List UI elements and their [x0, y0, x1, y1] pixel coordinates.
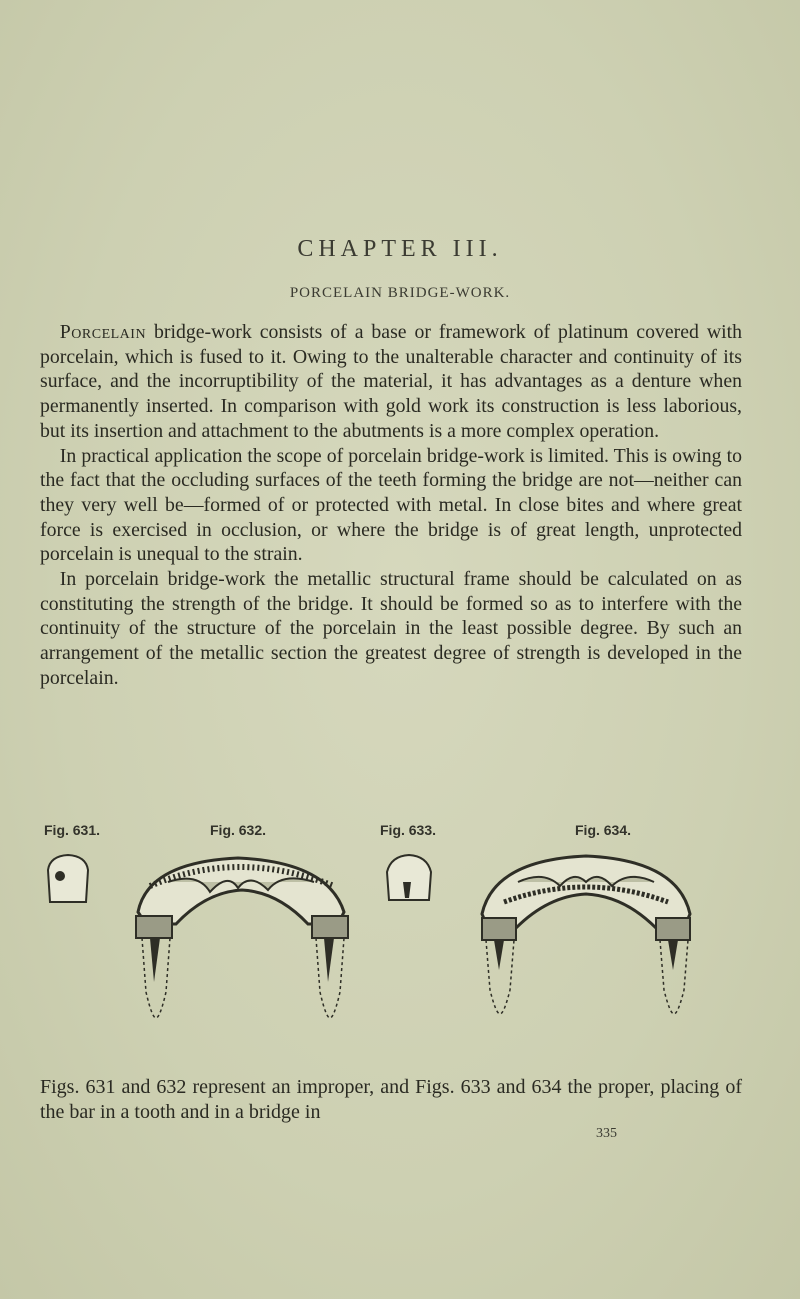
fig-631-label: Fig. 631. — [44, 822, 101, 838]
paragraph-2 — [40, 444, 742, 568]
section-title: PORCELAIN BRIDGE-WORK. — [289, 285, 511, 301]
paragraph-1 — [40, 320, 742, 444]
fig-632-label: Fig. 632. — [210, 822, 267, 838]
fig-633-label: Fig. 633. — [380, 822, 437, 838]
body-text — [40, 320, 742, 691]
fig-632-bridge-illustration — [128, 852, 356, 1020]
chapter-heading: CHAPTER III. — [297, 236, 503, 262]
paragraph-3-text: In porcelain bridge-work the metallic structural frame should be calculated on as constituting the strength of the bridge. It should be formed so as to interfere with the continuity of the structure of the porcelain in the least possible degree. By such an arrangement of the metallic section the greatest degree of strength is developed in the porcelain. — [40, 568, 742, 689]
fig-631-tooth-illustration — [44, 852, 92, 908]
paragraph-3 — [40, 567, 742, 691]
figure-caption: Figs. 631 and 632 represent an improper, and Figs. 633 and 634 the proper, placing of the bar in a tooth and in a bridge in — [40, 1076, 742, 1123]
fig-633-tooth-illustration — [383, 852, 435, 906]
fig-634-label: Fig. 634. — [575, 822, 632, 838]
paragraph-1-text: bridge-work consists of a base or framework of platinum covered with porcelain, which is fused to it. Owing to the unalterable character and continuity of its surface, and the incorruptibility of the material, it has advantages as a denture when permanently inserted. In comparison with gold work its construction is less laborious, but its insertion and attachment to the abutments is a more complex operation. — [40, 321, 742, 442]
page-number: 335 — [596, 1126, 617, 1141]
figure-row — [0, 822, 800, 1082]
paragraph-lead-word: Porcelain — [59, 321, 147, 343]
fig-634-bridge-illustration — [474, 852, 700, 1016]
paragraph-2-text: In practical application the scope of porcelain bridge-work is limited. This is owing to the fact that the occluding surfaces of the teeth forming the bridge are not—neither can they very well be—formed of or protected with metal. In close bites and where great force is exercised in occlusion, or where the bridge is of great length, unprotected porcelain is unequal to the strain. — [40, 444, 742, 566]
